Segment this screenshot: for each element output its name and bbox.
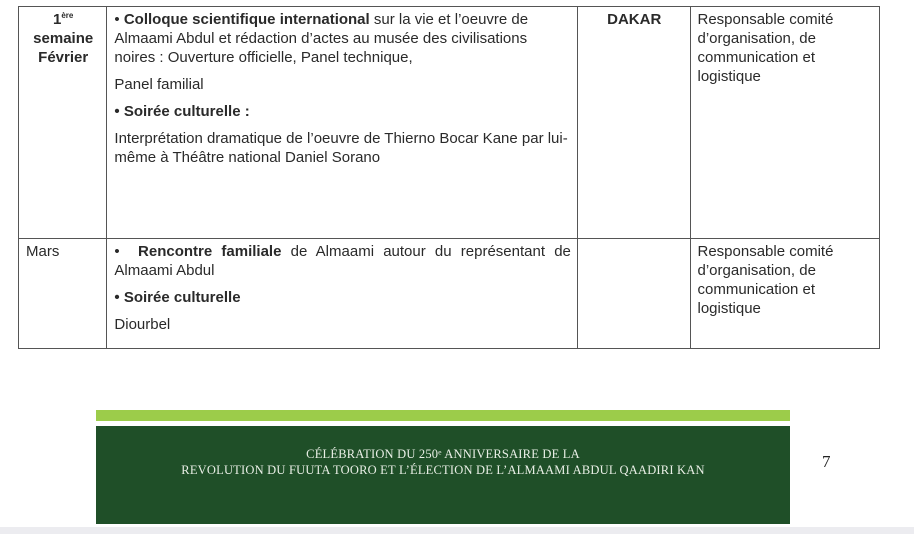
- footer-title-line-1: CÉLÉBRATION DU 250ᵉ ANNIVERSAIRE DE LA: [306, 447, 580, 461]
- footer-accent-line: [96, 410, 790, 421]
- table-row: [19, 239, 880, 349]
- activity-cell: [107, 239, 577, 349]
- date-superscript: ère: [61, 11, 74, 20]
- activity-description: Diourbel: [114, 316, 171, 333]
- responsible-cell: Responsable comité d’organisation, de communication et logistique: [690, 239, 880, 349]
- footer-title-line-2: REVOLUTION DU FUUTA TOORO ET L’ÉLECTION DE L’ALMAAMI ABDUL QAADIRI KAN: [181, 463, 705, 477]
- activity-heading: [114, 288, 570, 307]
- activity-item: [114, 242, 570, 280]
- date-month-label: Février: [38, 49, 89, 66]
- date-number: 1: [53, 11, 62, 28]
- date-cell: [19, 7, 107, 239]
- activity-title: • Soirée culturelle: [114, 289, 241, 306]
- bullet: •: [114, 11, 120, 28]
- activity-heading: [114, 102, 570, 121]
- date-week-label: semaine: [33, 30, 94, 47]
- responsible-cell: Responsable comité d’organisation, de communication et logistique: [690, 7, 880, 239]
- activity-title: Colloque scientifique international: [123, 11, 370, 28]
- activity-cell: [107, 7, 577, 239]
- activity-title: • Soirée culturelle :: [114, 103, 250, 120]
- schedule-table: [18, 6, 880, 349]
- bullet: •: [114, 243, 120, 260]
- bottom-divider: [0, 527, 914, 534]
- footer-banner: [96, 426, 790, 524]
- page-number: 7: [822, 452, 831, 471]
- date-cell: Mars: [19, 239, 107, 349]
- activity-item: [114, 10, 570, 67]
- activity-sub-item: Panel familial: [114, 76, 204, 93]
- activity-description: de Almaami autour du représentant de Almaami Abdul: [114, 243, 571, 279]
- activity-description: Interprétation dramatique de l’oeuvre de Thierno Bocar Kane par lui-même à Théâtre national Daniel Sorano: [114, 130, 568, 166]
- activity-description: sur la vie et l’oeuvre de Almaami Abdul et rédaction d’actes au musée des civilisations noires : Ouverture officielle, Panel technique,: [114, 11, 529, 66]
- place-cell: DAKAR: [577, 7, 690, 239]
- place-cell: [577, 239, 690, 349]
- activity-title: Rencontre familiale: [138, 243, 282, 260]
- table-row: [19, 7, 880, 239]
